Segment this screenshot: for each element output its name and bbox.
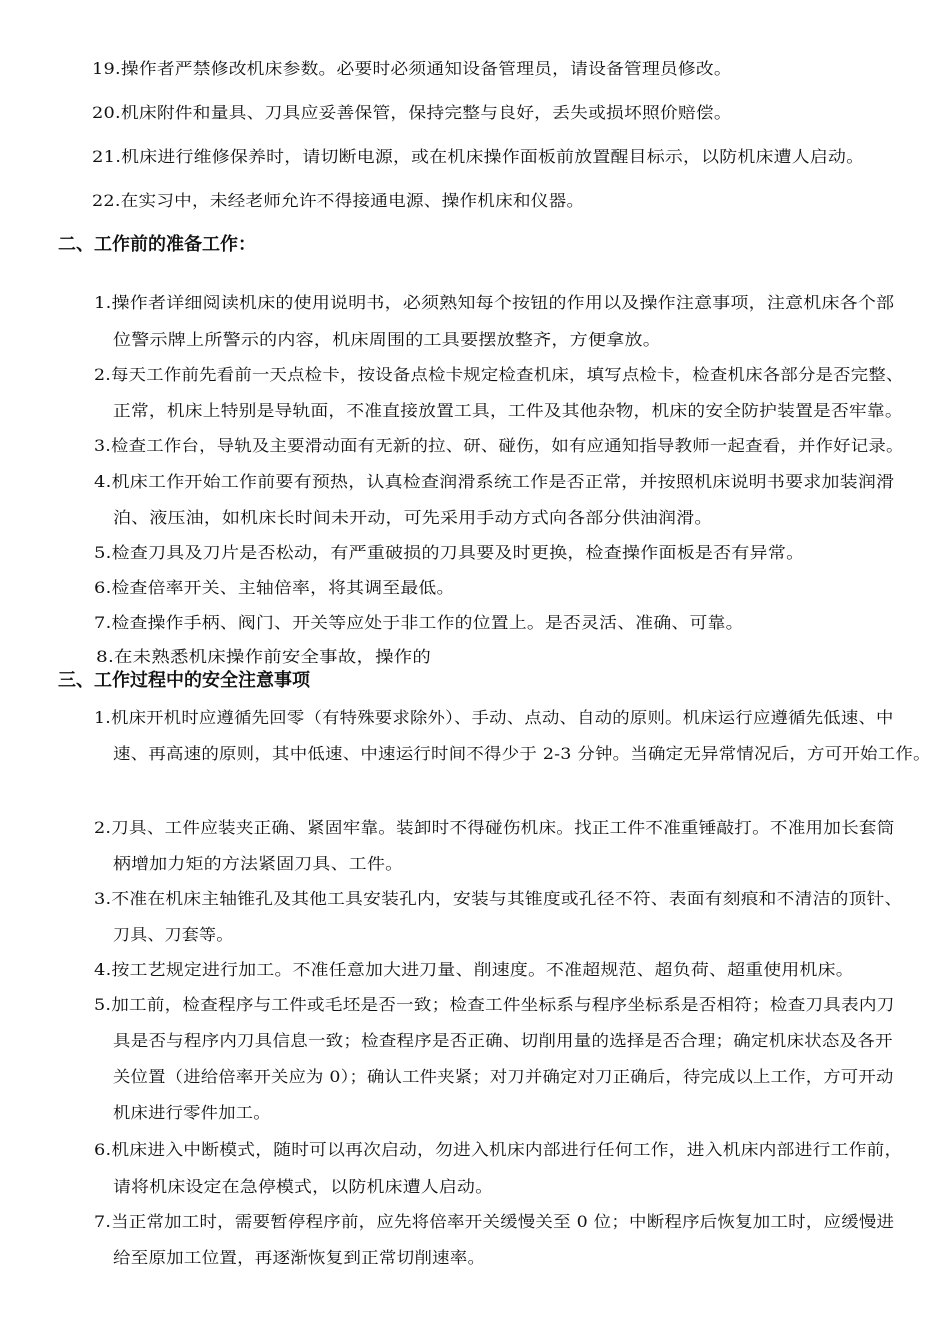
safety-line: 2.刀具、工件应装夹正确、紧固牢靠。装卸时不得碰伤机床。找正工件不准重锤敲打。不准用加长套筒 — [94, 818, 895, 837]
prep-line: 3.检查工作台，导轨及主要滑动面有无新的拉、研、碰伤，如有应通知指导教师一起查看，并作好记录。 — [94, 436, 904, 455]
rule-item-21: 21.机床进行维修保养时，请切断电源，或在机床操作面板前放置醒目标示，以防机床遭人启动。 — [92, 147, 865, 166]
prep-line: 2.每天工作前先看前一天点检卡，按设备点检卡规定检查机床，填写点检卡，检查机床各部分是否完整、 — [94, 365, 904, 384]
prep-line: 4.机床工作开始工作前要有预热，认真检查润滑系统工作是否正常，并按照机床说明书要求加装润滑 — [94, 472, 895, 491]
prep-line: 6.检查倍率开关、主轴倍率，将其调至最低。 — [94, 578, 455, 597]
safety-line: 1.机床开机时应遵循先回零（有特殊要求除外）、手动、点动、自动的原则。机床运行应遵循先低速、中 — [94, 708, 894, 727]
section-heading-preparation: 二、工作前的准备工作： — [58, 234, 256, 255]
prep-line: 位警示牌上所警示的内容，机床周围的工具要摆放整齐，方便拿放。 — [113, 330, 662, 349]
safety-line: 请将机床设定在急停模式，以防机床遭人启动。 — [113, 1177, 494, 1196]
prep-line: 泊、液压油，如机床长时间未开动，可先采用手动方式向各部分供油润滑。 — [113, 508, 713, 527]
safety-line: 7.当正常加工时，需要暂停程序前，应先将倍率开关缓慢关至 0 位；中断程序后恢复加工时，应缓慢进 — [94, 1212, 895, 1231]
safety-line: 刀具、刀套等。 — [113, 925, 234, 944]
prep-line: 1.操作者详细阅读机床的使用说明书，必须熟知每个按钮的作用以及操作注意事项，注意机床各个部 — [94, 293, 895, 312]
safety-line: 柄增加力矩的方法紧固刀具、工件。 — [113, 854, 404, 873]
safety-line: 4.按工艺规定进行加工。不准任意加大进刀量、削速度。不准超规范、超负荷、超重使用机床。 — [94, 960, 854, 979]
safety-line: 5.加工前，检查程序与工件或毛坯是否一致；检查工件坐标系与程序坐标系是否相符；检查刀具表内刀 — [94, 995, 895, 1014]
rule-item-19: 19.操作者严禁修改机床参数。必要时必须通知设备管理员，请设备管理员修改。 — [92, 59, 732, 78]
safety-line: 3.不准在机床主轴锥孔及其他工具安装孔内，安装与其锥度或孔径不符、表面有刻痕和不清洁的顶针、 — [94, 889, 903, 908]
rule-item-20: 20.机床附件和量具、刀具应妥善保管，保持完整与良好，丢失或损坏照价赔偿。 — [92, 103, 732, 122]
safety-line: 速、再高速的原则，其中低速、中速运行时间不得少于 2-3 分钟。当确定无异常情况后，方可开始工作。 — [113, 744, 931, 763]
safety-line: 具是否与程序内刀具信息一致；检查程序是否正确、切削用量的选择是否合理；确定机床状态及各开 — [113, 1031, 893, 1050]
safety-line: 关位置（进给倍率开关应为 0）；确认工件夹紧；对刀并确定对刀正确后，待完成以上工作，方可开动 — [113, 1067, 894, 1086]
safety-line: 机床进行零件加工。 — [113, 1103, 271, 1122]
safety-line: 给至原加工位置，再逐渐恢复到正常切削速率。 — [113, 1248, 486, 1267]
section-heading-safety: 三、工作过程中的安全注意事项 — [58, 670, 310, 691]
safety-line: 6.机床进入中断模式，随时可以再次启动，勿进入机床内部进行任何工作，进入机床内部进行工作前， — [94, 1140, 903, 1159]
prep-line: 8.在未熟悉机床操作前安全事故，操作的 — [96, 647, 432, 666]
prep-line: 正常，机床上特别是导轨面，不准直接放置工具，工件及其他杂物，机床的安全防护装置是否牢靠。 — [113, 401, 903, 420]
prep-line: 7.检查操作手柄、阀门、开关等应处于非工作的位置上。是否灵活、准确、可靠。 — [94, 613, 744, 632]
prep-line: 5.检查刀具及刀片是否松动，有严重破损的刀具要及时更换，检查操作面板是否有异常。 — [94, 543, 805, 562]
rule-item-22: 22.在实习中，未经老师允许不得接通电源、操作机床和仪器。 — [92, 191, 585, 210]
